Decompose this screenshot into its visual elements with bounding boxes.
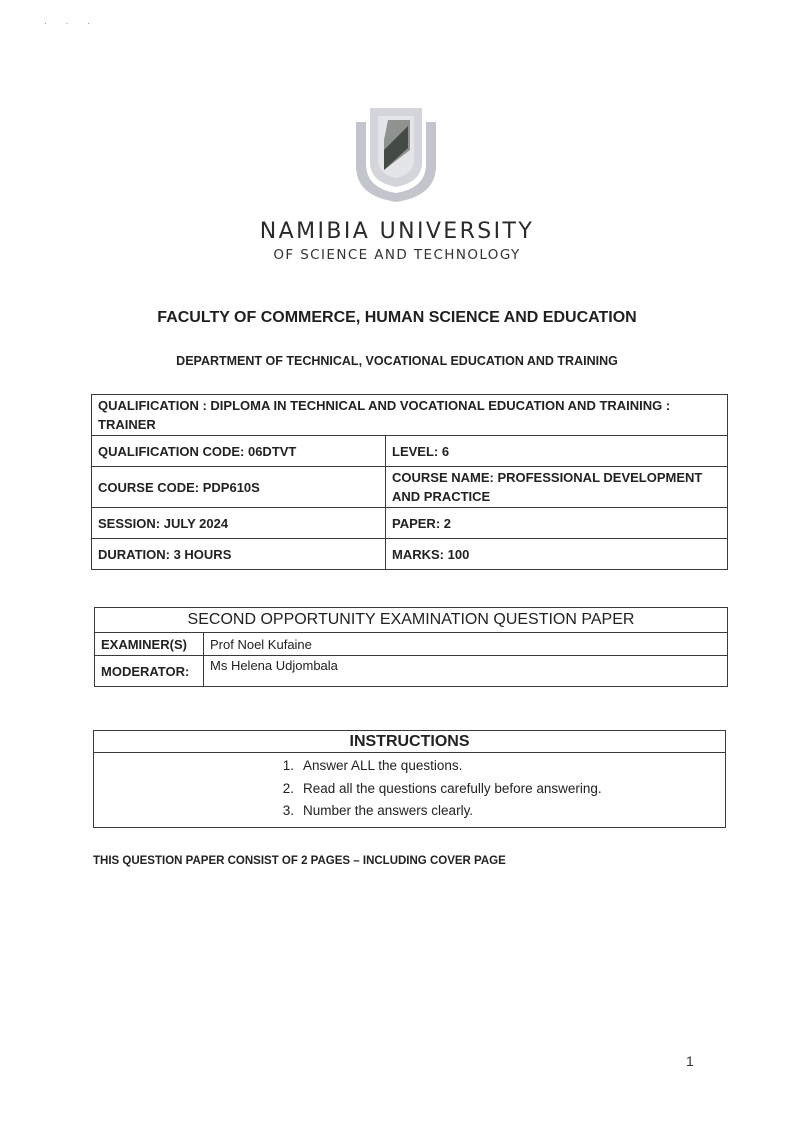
moderator-label: MODERATOR: — [95, 656, 204, 687]
paper-cell: PAPER: 2 — [386, 508, 728, 539]
qualification-table — [91, 394, 728, 570]
session-cell: SESSION: JULY 2024 — [92, 508, 386, 539]
marks-cell: MARKS: 100 — [386, 539, 728, 570]
examination-heading: SECOND OPPORTUNITY EXAMINATION QUESTION PAPER — [95, 608, 728, 633]
instructions-body — [94, 753, 726, 828]
instruction-item: 1. Answer ALL the questions. — [282, 758, 463, 773]
examiner-value: Prof Noel Kufaine — [204, 633, 728, 656]
instruction-item: 2. Read all the questions carefully before answering. — [282, 780, 602, 796]
university-subname: OF SCIENCE AND TECHNOLOGY — [273, 247, 521, 263]
faculty-title: FACULTY OF COMMERCE, HUMAN SCIENCE AND EDUCATION — [157, 309, 637, 326]
course-name-cell: COURSE NAME: PROFESSIONAL DEVELOPMENT AND PRACTICE — [386, 467, 728, 508]
duration-cell: DURATION: 3 HOURS — [92, 539, 386, 570]
qualification-cell: QUALIFICATION : DIPLOMA IN TECHNICAL AND VOCATIONAL EDUCATION AND TRAINING : TRAINER — [92, 395, 728, 436]
page-number: 1 — [686, 1053, 694, 1069]
page-count-note: THIS QUESTION PAPER CONSIST OF 2 PAGES – INCLUDING COVER PAGE — [93, 855, 506, 867]
scan-specks: · · · — [44, 18, 98, 28]
instructions-heading: INSTRUCTIONS — [94, 731, 726, 753]
qualification-code-cell: QUALIFICATION CODE: 06DTVT — [92, 436, 386, 467]
instructions-list — [94, 755, 725, 823]
moderator-value: Ms Helena Udjombala — [204, 656, 728, 687]
department-title: DEPARTMENT OF TECHNICAL, VOCATIONAL EDUCATION AND TRAINING — [176, 354, 618, 368]
examiner-label: EXAMINER(S) — [95, 633, 204, 656]
examination-table — [94, 607, 728, 687]
university-name: NAMIBIA UNIVERSITY — [259, 219, 535, 244]
course-code-cell: COURSE CODE: PDP610S — [92, 467, 386, 508]
level-cell: LEVEL: 6 — [386, 436, 728, 467]
university-logo — [348, 104, 444, 204]
instruction-item: 3. Number the answers clearly. — [282, 803, 474, 818]
instructions-table — [93, 730, 726, 828]
